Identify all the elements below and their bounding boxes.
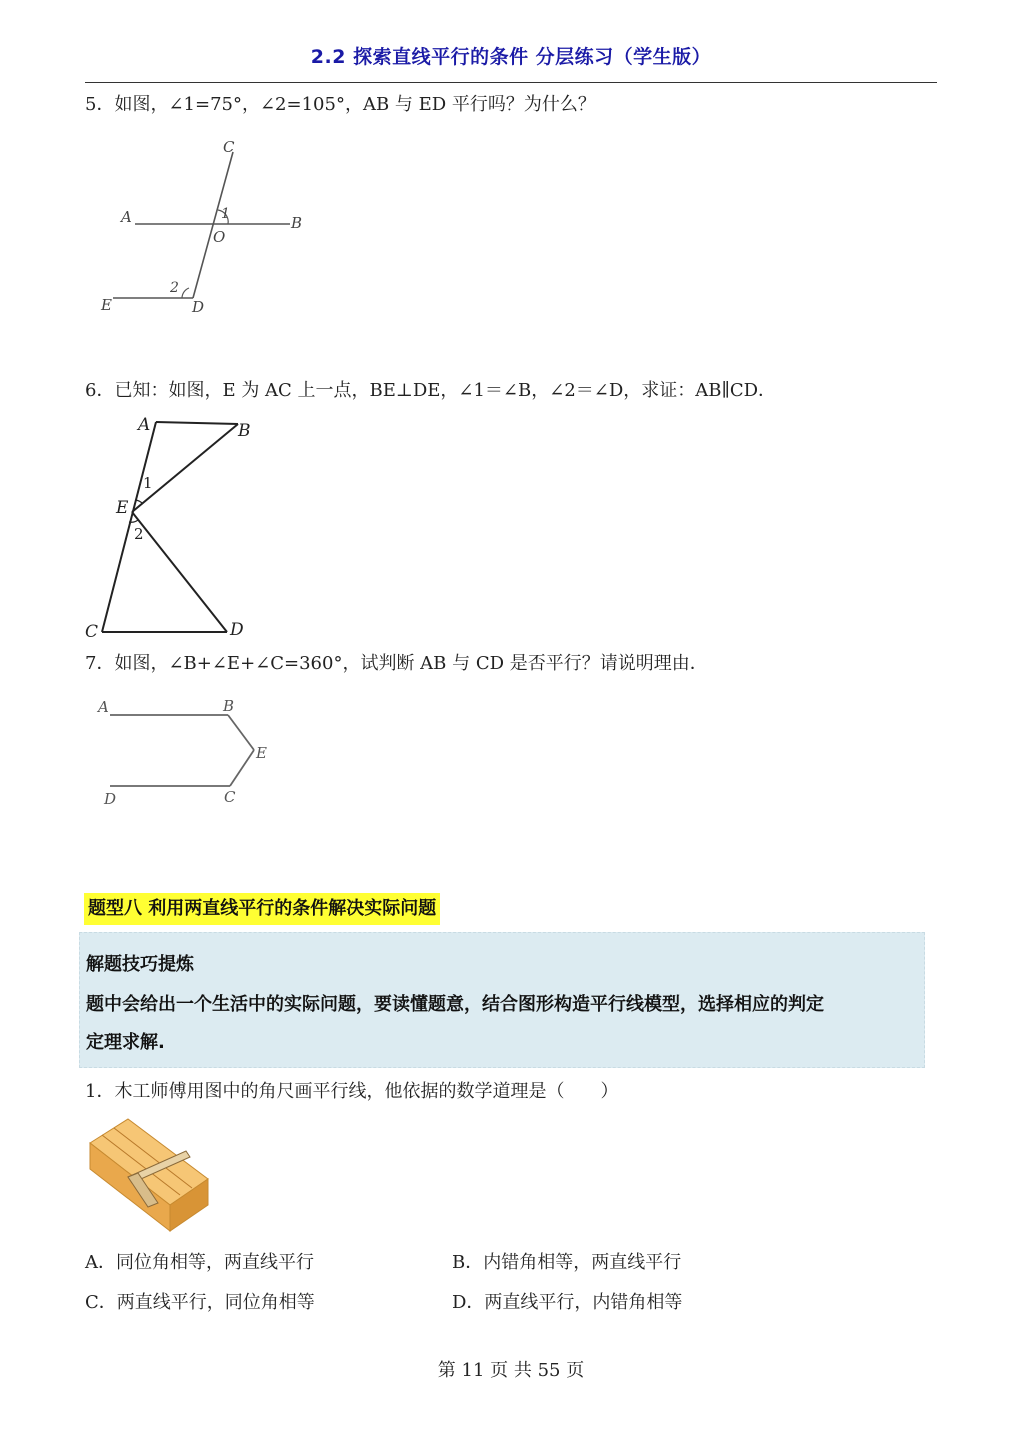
label-e: E [116, 498, 129, 518]
page-header-title: 2.2 探索直线平行的条件 分层练习（学生版） [310, 46, 712, 68]
angle-2-arc [182, 288, 189, 298]
option-d: D．两直线平行，内错角相等 [452, 1292, 683, 1313]
line-ed [132, 512, 227, 632]
question-6-text: 6．已知：如图，E 为 AC 上一点，BE⊥DE，∠1＝∠B，∠2＝∠D，求证：AB∥CD． [85, 380, 777, 401]
label-c: C [223, 138, 235, 156]
label-angle-1: 1 [221, 206, 230, 222]
label-angle-2: 2 [134, 525, 144, 543]
label-angle-1: 1 [143, 474, 153, 492]
label-e: E [101, 296, 112, 314]
line-cd [193, 152, 233, 298]
tip-text-line-2: 定理求解. [86, 1032, 165, 1053]
label-a: A [138, 415, 151, 435]
option-b: B．内错角相等，两直线平行 [452, 1252, 682, 1273]
tip-heading: 解题技巧提炼 [86, 954, 194, 975]
label-a: A [121, 208, 132, 226]
label-b: B [223, 697, 235, 715]
section-title: 题型八 利用两直线平行的条件解决实际问题 [84, 893, 440, 925]
label-c: C [224, 788, 236, 806]
question-1-text: 1．木工师傅用图中的角尺画平行线，他依据的数学道理是（ ） [85, 1081, 619, 1102]
tip-text-line-1: 题中会给出一个生活中的实际问题，要读懂题意，结合图形构造平行线模型，选择相应的判定 [86, 994, 824, 1015]
label-b: B [238, 421, 251, 441]
line-ab [156, 422, 238, 424]
line-be [228, 715, 254, 750]
carpenter-square-figure [88, 1115, 213, 1235]
label-c: C [85, 622, 99, 642]
line-be [132, 424, 238, 512]
label-d: D [192, 298, 205, 316]
option-a: A．同位角相等，两直线平行 [85, 1252, 314, 1273]
label-b: B [291, 214, 303, 232]
line-ec [230, 750, 254, 786]
label-a: A [98, 698, 109, 716]
label-d: D [230, 620, 244, 640]
line-ac [102, 422, 156, 632]
question-6-figure [80, 410, 280, 645]
page-footer: 第 11 页 共 55 页 [437, 1360, 585, 1381]
question-7-figure [90, 690, 290, 815]
header-divider [85, 82, 937, 83]
question-5-figure [85, 130, 345, 330]
label-o: O [213, 228, 226, 246]
question-5-text: 5．如图，∠1=75°，∠2=105°，AB 与 ED 平行吗？为什么？ [85, 94, 596, 115]
label-angle-2: 2 [170, 280, 179, 296]
label-d: D [104, 790, 117, 808]
option-c: C．两直线平行，同位角相等 [85, 1292, 315, 1313]
label-e: E [256, 744, 267, 762]
question-7-text: 7．如图，∠B+∠E+∠C=360°，试判断 AB 与 CD 是否平行？请说明理由． [85, 653, 708, 674]
